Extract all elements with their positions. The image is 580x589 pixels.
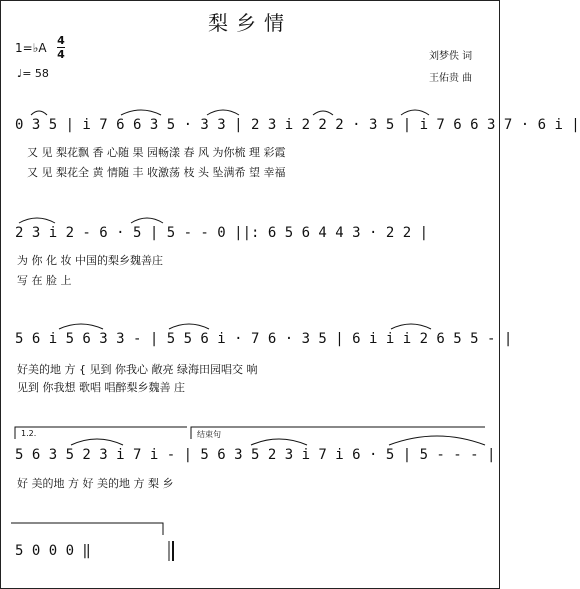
lyric-row-2-verse-2: 写 在 脸 上 <box>17 274 72 287</box>
composer-credit: 王佑贵 曲 <box>429 73 473 84</box>
volta-1-label: 1.2. <box>21 429 37 438</box>
notation-row-2: 2 3 i 2 - 6 · 5 | 5 - - 0 ||: 6 5 6 4 4 3 · 2 2 | <box>15 225 429 241</box>
lyric-row-3-verse-2: 见到 你我想 歌唱 唱醉梨乡魏善 庄 <box>17 381 185 394</box>
song-title: 梨乡情 <box>208 11 292 35</box>
notation-row-5: 5 0 0 0 ‖ <box>15 543 91 559</box>
notation-row-1: 0 3 5 | i 7 6 6 3 5 · 3 3 | 2 3 i 2 2 2 · 3 5 | i 7 6 6 3 7 · 6 i | <box>15 117 580 133</box>
time-signature-top: 4 <box>57 34 65 47</box>
tempo-marking: ♩= 58 <box>17 67 49 80</box>
lyric-row-1-verse-1: 又 见 梨花飘 香 心随 果 园畅漾 春 风 为你梳 理 彩霞 <box>27 146 286 159</box>
notation-row-4: 5 6 3 5 2 3 i 7 i - | 5 6 3 5 2 3 i 7 i 6 · 5 | 5 - - - | <box>15 447 496 463</box>
lyric-row-2-verse-1: 为 你 化 妆 中国的梨乡魏善庄 <box>17 254 163 267</box>
volta-2-label: 结束句 <box>197 430 221 439</box>
engraving-marks <box>1 1 499 588</box>
notation-row-3: 5 6 i 5 6 3 3 - | 5 5 6 i · 7 6 · 3 5 | 6 i i i 2 6 5 5 - | <box>15 331 513 347</box>
lyric-row-4: 好 美的地 方 好 美的地 方 梨 乡 <box>17 477 174 490</box>
lyric-row-1-verse-2: 又 见 梨花全 黄 情随 丰 收激荡 枝 头 坠满希 望 幸福 <box>27 166 286 179</box>
time-signature-bottom: 4 <box>57 48 65 61</box>
lyric-row-3-verse-1: 好美的地 方 { 见到 你我心 敞亮 绿海田园唱交 响 <box>17 363 258 376</box>
key-signature: 1=♭A <box>15 41 47 55</box>
lyricist-credit: 刘梦佚 词 <box>429 51 473 62</box>
